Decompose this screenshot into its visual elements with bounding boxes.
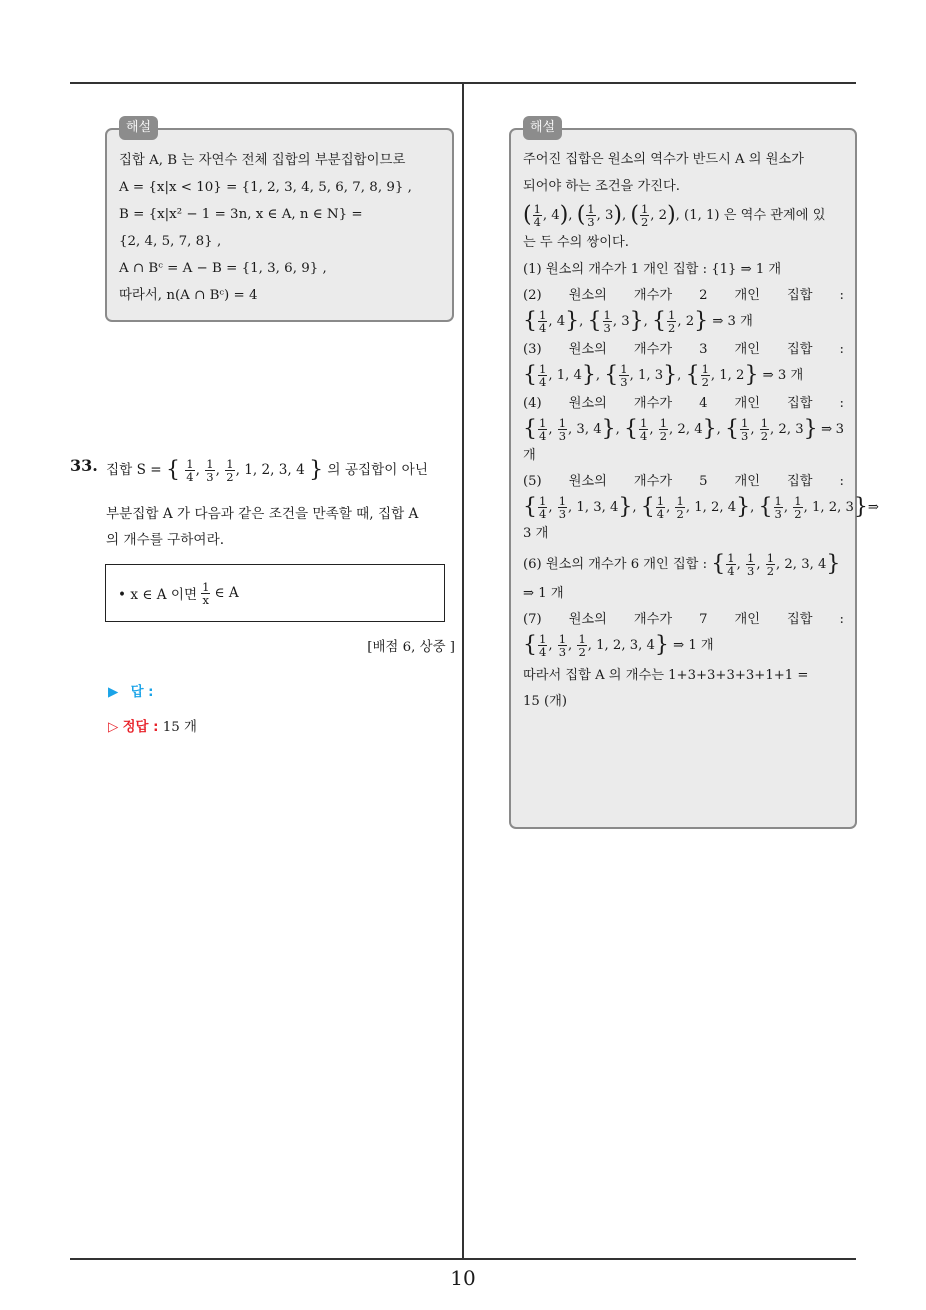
item-7-label: (7) 원소의 개수가 7 개인 집합 : <box>523 612 844 627</box>
item-5-result: 3 개 <box>523 526 549 541</box>
item-3-label: (3) 원소의 개수가 3 개인 집합 : <box>523 342 844 357</box>
correct-marker-icon: ▷ <box>108 720 119 735</box>
left-solution-box <box>105 120 454 322</box>
correct-label: 정답 : <box>122 720 159 735</box>
solution-line: 집합 A, B 는 자연수 전체 집합의 부분집합이므로 <box>119 153 406 168</box>
set-open-brace: { <box>165 457 180 483</box>
solution-badge: 해설 <box>523 116 562 140</box>
item-7-sets: { $\frac{1}{4}$ , $\frac{1}{3}$ , $\frac{1}{2}$ , 1, 2, 3, 4} ⇒ 1 개 <box>523 632 714 659</box>
question-number: 33. <box>70 456 98 475</box>
item-5-sets: { $\frac{1}{4}$ , $\frac{1}{3}$ , 1, 3, 4}, { $\frac{1}{4}$ , $\frac{1}{2}$ , 1, 2, 4}, { $\frac{1}{3}$ , $\frac{1}{2}$ , 1, 2, 3} ⇒ <box>523 494 879 521</box>
item-4-sets: { $\frac{1}{4}$ , $\frac{1}{3}$ , 3, 4}, { $\frac{1}{4}$ , $\frac{1}{2}$ , 2, 4}, { $\frac{1}{3}$ , $\frac{1}{2}$ , 2, 3} ⇒ 3 <box>523 416 844 443</box>
condition-pre: • x ∈ A 이면 <box>118 587 198 603</box>
item-2-sets: { $\frac{1}{4}$ , 4}, { $\frac{1}{3}$ , 3}, { $\frac{1}{2}$ , 2} ⇒ 3 개 <box>523 308 753 335</box>
item-5-label: (5) 원소의 개수가 5 개인 집합 : <box>523 474 844 489</box>
solution-badge: 해설 <box>119 116 158 140</box>
fraction-quarter: $\frac{1}{4}$ <box>186 457 194 484</box>
item-4-label: (4) 원소의 개수가 4 개인 집합 : <box>523 396 844 411</box>
item-2-label: (2) 원소의 개수가 2 개인 집합 : <box>523 288 844 303</box>
item-3-sets: { $\frac{1}{4}$ , 1, 4}, { $\frac{1}{3}$ , 1, 3}, { $\frac{1}{2}$ , 1, 2} ⇒ 3 개 <box>523 362 804 389</box>
solution-line: A ∩ Bᶜ = A − B = {1, 3, 6, 9} , <box>119 261 327 276</box>
condition-post: ∈ A <box>214 585 239 601</box>
score-label: [배점 6, 상중 ] <box>367 640 455 655</box>
solution-line: A = {x|x < 10} = {1, 2, 3, 4, 5, 6, 7, 8, 9} , <box>119 180 412 195</box>
item-4-unit: 개 <box>523 448 536 463</box>
item-1: (1) 원소의 개수가 1 개인 집합 : {1} ⇒ 1 개 <box>523 262 782 277</box>
column-divider <box>462 84 464 1258</box>
question-prefix: 집합 S = <box>106 462 162 478</box>
answer-label: 답 : <box>130 685 154 700</box>
solution-line: 따라서, n(A ∩ Bᶜ) = 4 <box>119 288 258 303</box>
conclusion-2: 15 (개) <box>523 694 568 709</box>
solution-intro-1: 주어진 집합은 원소의 역수가 반드시 A 의 원소가 <box>523 152 804 167</box>
page-number: 10 <box>450 1266 476 1290</box>
set-close-brace: } <box>309 457 324 483</box>
answer-marker-icon: ▶ <box>108 685 119 700</box>
question-line-1: 집합 S = { $\frac{1}{4}$ , $\frac{1}{3}$ , $\frac{1}{2}$ , 1, 2, 3, 4 } 의 공집합이 아닌 <box>106 457 428 484</box>
solution-line: {2, 4, 5, 7, 8} , <box>119 234 222 249</box>
bottom-rule <box>70 1258 856 1260</box>
solution-intro-2: 되어야 하는 조건을 가진다. <box>523 179 680 194</box>
item-6-result: ⇒ 1 개 <box>523 586 564 601</box>
set-rest: , 1, 2, 3, 4 <box>235 462 305 478</box>
fraction-third: $\frac{1}{3}$ <box>206 457 214 484</box>
correct-value: 15 개 <box>162 720 197 735</box>
fraction-reciprocal: $\frac{1}{x}$ <box>202 579 210 607</box>
question-line-3: 의 개수를 구하여라. <box>106 532 225 548</box>
conclusion-1: 따라서 집합 A 의 개수는 1+3+3+3+3+1+1 = <box>523 668 809 683</box>
answer-row <box>108 681 154 700</box>
question-suffix: 의 공집합이 아닌 <box>323 462 428 478</box>
correct-answer-row <box>108 716 197 735</box>
pairs-line-2: 는 두 수의 쌍이다. <box>523 235 629 250</box>
question-line-2: 부분집합 A 가 다음과 같은 조건을 만족할 때, 집합 A <box>106 506 419 522</box>
reciprocal-pairs: ( $\frac{1}{4}$ , 4), ( $\frac{1}{3}$ , 3), ( $\frac{1}{2}$ , 2), (1, 1) 은 역수 관계에 있 <box>523 202 826 229</box>
fraction-half: $\frac{1}{2}$ <box>226 457 234 484</box>
item-6: (6) 원소의 개수가 6 개인 집합 : { $\frac{1}{4}$ , $\frac{1}{3}$ , $\frac{1}{2}$ , 2, 3, 4} <box>523 551 841 578</box>
solution-line: B = {x|x² − 1 = 3n, x ∈ A, n ∈ N} = <box>119 207 363 222</box>
right-solution-box <box>509 120 879 829</box>
condition-box <box>105 564 445 622</box>
